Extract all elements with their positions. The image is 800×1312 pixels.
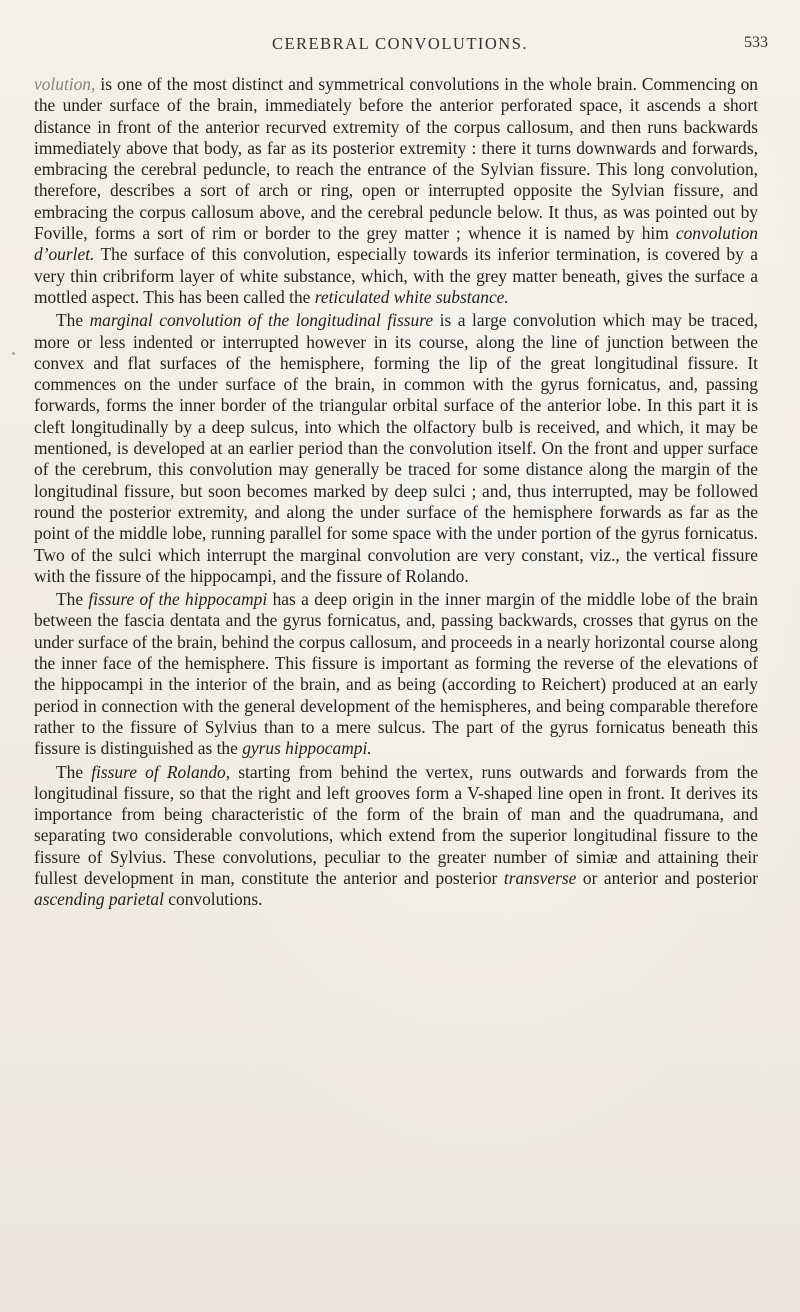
text-run: The [56, 310, 90, 331]
text-run: The [56, 761, 92, 782]
italic-term: gyrus hippocampi. [242, 738, 372, 759]
text-run: is one of the most distinct and symmetrical convolutions in the whole brain. Commencing on the under surface of the brain, immediately before the anterior perforated space, it ascends a short distance in front of the anterior recurved extremity of the corpus callosum, and then runs backwards immediately above that body, as far as its posterior extremity : there it turns downwards and forwards, embracing the cerebral peduncle, to reach the entrance of the Sylvian fissure. This long convolution, therefore, describes a sort of arch or ring, open or interrupted opposite the Sylvian fissure, and embracing the corpus callosum above, and the cerebral peduncle below. It thus, as was pointed out by Foville, forms a sort of rim or border to the grey matter ; whence it is named by him [34, 74, 758, 244]
italic-term: volution, [34, 74, 96, 94]
italic-term: fissure of Rolando, [91, 761, 231, 782]
text-run: The [56, 589, 89, 610]
paper-speck [12, 352, 15, 355]
text-run: convolutions. [163, 889, 263, 910]
body-text [34, 74, 758, 911]
text-run: starting from behind the vertex, runs outwards and forwards from the longitudinal fissure, so that the right and left grooves form a V-shaped line open in front. It derives its importance from being characteristic of the form of the brain of man and the quadrumana, and separating two considerable convolutions, which extend from the superior longitudinal fissure to the fissure of Sylvius. These convolutions, peculiar to the greater number of simiæ and attaining their fullest development in man, constitute the anterior and posterior [34, 761, 758, 888]
text-run: or anterior and posterior [576, 867, 758, 888]
italic-term: convolution d’ourlet. [34, 223, 758, 265]
page-number: 533 [744, 34, 768, 51]
italic-term: ascending parietal [34, 889, 164, 910]
paragraph-marginal-convolution [34, 310, 758, 587]
italic-term: marginal convolution of the longitudinal fissure [89, 310, 434, 331]
text-run: is a large convolution which may be traced, more or less indented or interrupted however in its course, along the line of junction between the convex and flat surfaces of the hemisphere, forming the lip of the great longitudinal fissure. It commences on the under surface of the brain, in common with the gyrus fornicatus, and, passing forwards, forms the inner border of the triangular orbital surface of the anterior lobe. In this part it is cleft longitudinally by a deep sulcus, into which the olfactory bulb is received, and which, it may be mentioned, is developed at an earlier period than the convolution itself. On the front and upper surface of the cerebrum, this convolution may generally be traced for some distance along the margin of the longitudinal fissure, but soon becomes marked by deep sulci ; and, thus interrupted, may be followed round the posterior extremity, and along the under surface of the hemisphere forwards as far as the point of the middle lobe, running parallel for some space with the under portion of the gyrus fornicatus. Two of the sulci which interrupt the marginal convolution are very constant, viz., the vertical fissure with the fissure of the hippocampi, and the fissure of Rolando. [34, 310, 758, 586]
italic-term: reticulated white substance. [314, 286, 509, 307]
text-run: The surface of this convolution, especially towards its inferior termination, is covered by a very thin cribriform layer of white substance, which, with the grey matter beneath, gives the surface a mottled aspect. This has been called the [34, 244, 758, 307]
paragraph-fissure-hippocampi [34, 589, 758, 759]
italic-term: fissure of the hippocampi [88, 589, 268, 610]
italic-term: transverse [503, 867, 577, 888]
text-run: has a deep origin in the inner margin of the middle lobe of the brain between the fascia dentata and the gyrus fornicatus, and, passing backwards, crosses that gyrus on the under surface of the brain, behind the corpus callosum, and proceeds in a nearly horizontal course along the inner face of the hemisphere. This fissure is important as forming the reverse of the elevations of the hippocampi in the interior of the brain, and as being (according to Reichert) produced at an early period in connection with the general development of the hemispheres, and being comparable therefore rather to the fissure of Sylvius than to a mere sulcus. The part of the gyrus fornicatus beneath this fissure is distinguished as the [34, 589, 759, 759]
paragraph-gyrus-fornicatus [34, 74, 758, 308]
paragraph-fissure-rolando [34, 762, 758, 911]
running-head [40, 34, 768, 56]
running-title: CEREBRAL CONVOLUTIONS. [271, 34, 529, 53]
